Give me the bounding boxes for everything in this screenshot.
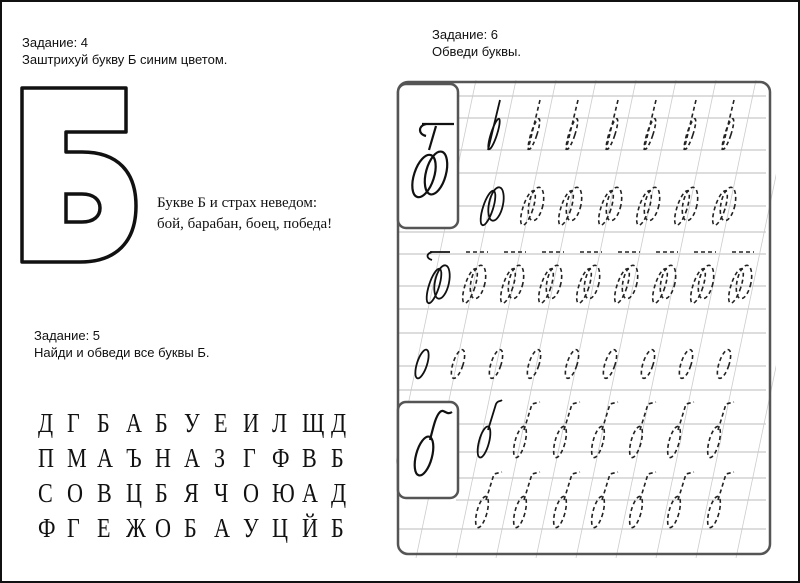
grid-letter[interactable]: Б [330,443,344,473]
task5-header [34,327,210,361]
grid-letter[interactable]: А [96,443,113,473]
grid-letter[interactable]: О [243,478,260,508]
grid-letter[interactable]: Г [67,408,81,438]
grid-letter[interactable]: Б [184,513,198,543]
task6-instruction: Обведи буквы. [432,44,521,59]
grid-letter[interactable]: С [38,478,53,508]
grid-letter[interactable]: У [184,408,201,438]
grid-row [38,443,360,478]
grid-letter[interactable]: Ф [38,513,56,543]
poem-line-1: Букве Б и страх неведом: [157,195,318,211]
grid-letter[interactable]: Е [96,513,111,543]
grid-letter[interactable]: Г [243,443,256,473]
grid-letter[interactable]: П [38,443,54,473]
grid-letter[interactable]: А [301,478,318,508]
grid-letter[interactable]: Н [155,443,172,473]
grid-letter[interactable]: Ц [272,513,289,543]
grid-letter[interactable]: М [67,443,87,473]
grid-letter[interactable]: Б [96,408,110,438]
grid-letter[interactable]: Ф [272,443,290,473]
task5-title: Задание: 5 [34,328,101,343]
grid-letter[interactable]: Б [155,408,168,438]
grid-letter[interactable]: В [96,478,112,508]
grid-letter[interactable]: Ъ [125,443,142,473]
grid-row [38,478,360,513]
grid-letter[interactable]: Д [330,408,347,438]
grid-row [38,513,360,548]
grid-letter[interactable]: А [213,513,230,543]
grid-letter[interactable]: Ю [272,478,296,508]
grid-row [38,408,360,443]
task4-poem [157,193,332,235]
grid-letter[interactable]: И [243,408,260,438]
outline-letter-b[interactable] [20,86,140,266]
grid-letter[interactable]: Ж [125,513,146,543]
task6-title: Задание: 6 [432,27,499,42]
grid-letter[interactable]: Ц [125,478,142,508]
grid-letter[interactable]: Я [184,478,200,508]
grid-letter[interactable]: Д [330,478,347,508]
task4-header [22,34,227,68]
grid-letter[interactable]: Л [272,408,288,438]
task4-title: Задание: 4 [22,35,89,50]
task6-header [432,26,521,60]
grid-letter[interactable]: Й [301,513,318,543]
grid-letter[interactable]: А [125,408,142,438]
letter-grid [38,408,360,548]
grid-letter[interactable]: Ч [213,478,229,508]
handwriting-practice-panel[interactable] [396,80,776,558]
grid-letter[interactable]: Г [67,513,81,543]
grid-letter[interactable]: О [155,513,172,543]
grid-letter[interactable]: А [184,443,201,473]
grid-letter[interactable]: Б [330,513,344,543]
grid-letter[interactable]: Б [155,478,168,508]
task4-instruction: Заштрихуй букву Б синим цветом. [22,52,228,67]
grid-letter[interactable]: Щ [301,408,325,438]
poem-line-2: бой, барабан, боец, победа! [157,216,333,232]
grid-letter[interactable]: Д [38,408,54,438]
task5-instruction: Найди и обведи все буквы Б. [34,345,210,360]
grid-letter[interactable]: З [213,443,225,473]
grid-letter[interactable]: О [67,478,84,508]
grid-letter[interactable]: У [243,513,259,543]
grid-letter[interactable]: Е [213,408,228,438]
grid-letter[interactable]: В [301,443,317,473]
